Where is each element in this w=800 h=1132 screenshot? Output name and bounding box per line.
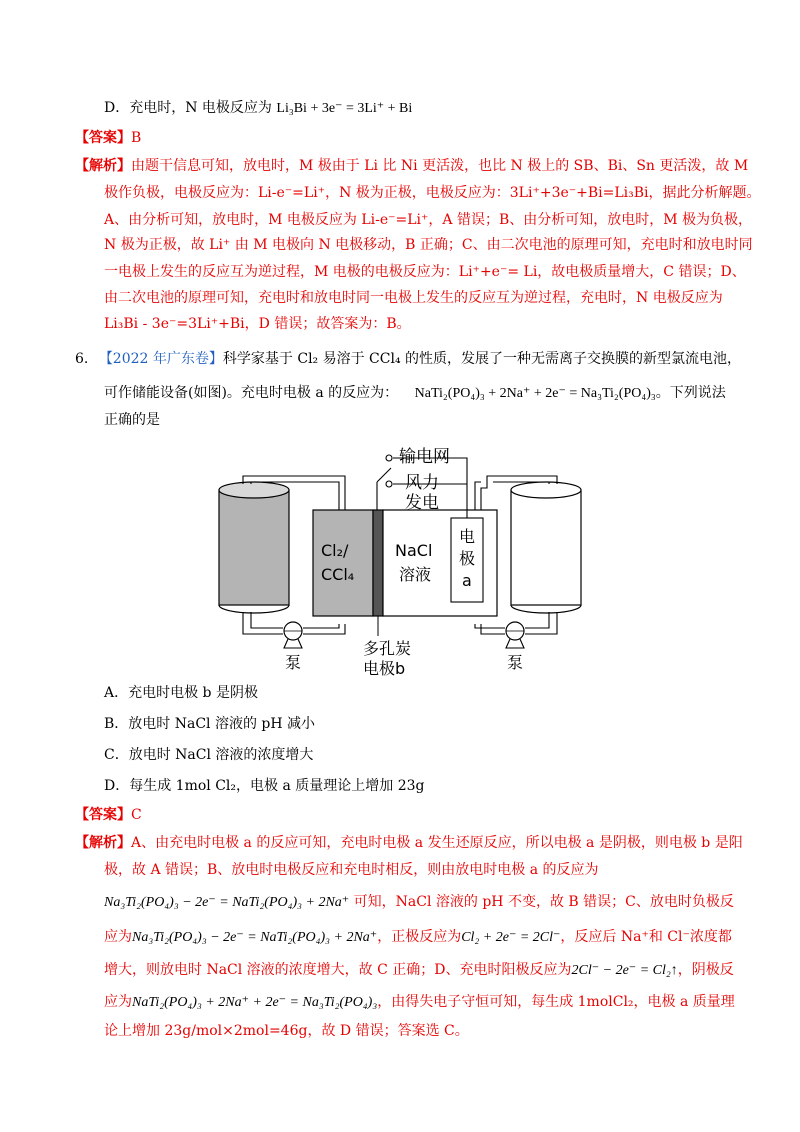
analysis-text: ，阴极反 bbox=[677, 962, 734, 978]
q6-analysis-line-4 bbox=[104, 960, 734, 981]
prev-analysis-line-1: 极作负极，电极反应为：Li-e⁻=Li⁺，N 极为正极，电极反应为：3Li⁺+3e⁻+Bi=Li₃Bi，据此分析解题。 bbox=[104, 185, 761, 201]
q6-answer bbox=[75, 805, 142, 825]
electrode-b-label-2: 电极b bbox=[363, 659, 406, 676]
switch-terminals bbox=[386, 455, 392, 487]
prev-analysis-line-3: N 极为正极，故 Li⁺ 由 M 电极向 N 电极移动，B 正确；C、由二次电池的原理可知，充电时和放电时同 bbox=[104, 237, 753, 253]
analysis-text: 增大，则放电时 NaCl 溶液的浓度增大，故 C 正确；D、充电时阳极反应为 bbox=[104, 962, 572, 978]
option-d: D．每生成 1mol Cl₂，电极 a 质量理论上增加 23g bbox=[104, 778, 425, 794]
question-number: 6. bbox=[75, 351, 89, 367]
grid-terminal-icon bbox=[386, 455, 392, 461]
analysis-text: ，正极反应为 bbox=[377, 929, 462, 945]
pump-right-label: 泵 bbox=[507, 653, 524, 672]
prev-analysis-line-6: Li₃Bi - 3e⁻=3Li⁺+Bi，D 错误；故答案为：B。 bbox=[104, 316, 411, 332]
wind-terminal-icon bbox=[386, 481, 392, 487]
wind-label-2: 发电 bbox=[405, 493, 439, 513]
stem-text: 科学家基于 Cl₂ 易溶于 CCl₄ 的性质，发展了一种无需离子交换膜的新型氯流电池， bbox=[222, 351, 742, 367]
right-tank bbox=[511, 482, 581, 613]
q6-analysis-line-1: 极，故 A 错误；B、放电时电极反应和充电时相反，则由放电时电极 a 的反应为 bbox=[104, 862, 599, 878]
left-chamber-label-2: CCl₄ bbox=[321, 565, 355, 584]
q6-analysis-line-6: 论上增加 23g/mol×2mol=46g，故 D 错误；答案选 C。 bbox=[104, 1023, 469, 1039]
question-6-stem-line-1 bbox=[104, 383, 726, 404]
grid-label: 输电网 bbox=[399, 447, 450, 467]
electrode-a-label-1: 电 bbox=[459, 527, 476, 546]
q6-analysis-line-5 bbox=[104, 992, 735, 1013]
analysis-text: 应为 bbox=[104, 994, 132, 1010]
electrode-b-label-1: 多孔炭 bbox=[363, 639, 412, 658]
analysis-text: ，反应后 Na⁺和 Cl⁻浓度都 bbox=[560, 929, 732, 945]
chlorine-flow-battery-diagram bbox=[205, 438, 595, 676]
analysis-text: 应为 bbox=[104, 929, 132, 945]
answer-value: B bbox=[131, 130, 142, 146]
question-source: 【2022 年广东卷】 bbox=[98, 351, 223, 367]
analysis-text: ，由得失电子守恒可知，每生成 1molCl₂，电极 a 质量理 bbox=[377, 994, 735, 1010]
left-tank bbox=[219, 482, 289, 613]
q6-analysis-line-0 bbox=[75, 833, 743, 853]
solution-label-1: NaCl bbox=[395, 541, 433, 560]
option-b: B．放电时 NaCl 溶液的 pH 减小 bbox=[104, 716, 316, 732]
left-chamber-label-1: Cl₂/ bbox=[321, 541, 349, 560]
pump-right-icon bbox=[506, 622, 524, 648]
analysis-equation: NaTi₂(PO₄)₃ + 2Na⁺ + 2e⁻ = Na₃Ti₂(PO₄)₃ bbox=[132, 995, 378, 1010]
electrode-a-label-3: a bbox=[462, 571, 472, 590]
analysis-equation: Cl₂ + 2e⁻ = 2Cl⁻ bbox=[461, 930, 561, 945]
analysis-text: A、由充电时电极 a 的反应可知，充电时电极 a 发生还原反应，所以电极 a 是阴极，则电极 b 是阳 bbox=[131, 835, 743, 851]
stem-text: 。下列说法 bbox=[655, 385, 726, 401]
prev-analysis-line-4: 一电极上发生的反应互为逆过程，M 电极的电极反应为：Li⁺+e⁻= Li，故电极质量增大，C 错误；D、 bbox=[104, 264, 746, 280]
q6-analysis-line-3 bbox=[104, 927, 732, 948]
pump-left-label: 泵 bbox=[285, 653, 302, 672]
analysis-text: 由题干信息可知，放电时，M 极由于 Li 比 Ni 更活泼，也比 N 极上的 SB、Bi、Sn 更活泼，故 M bbox=[131, 158, 749, 174]
stem-text: 可作储能设备(如图)。充电时电极 a 的反应为： bbox=[104, 385, 399, 401]
analysis-text: 可知，NaCl 溶液的 pH 不变，故 B 错误；C、放电时负极反 bbox=[353, 894, 734, 910]
analysis-tag: 【解析】 bbox=[75, 835, 131, 851]
answer-tag: 【答案】 bbox=[75, 130, 131, 146]
question-6-stem-line-2: 正确的是 bbox=[104, 412, 160, 428]
option-d-equation: Li₃Bi + 3e⁻ = 3Li⁺ + Bi bbox=[276, 101, 413, 116]
solution-label-2: 溶液 bbox=[399, 565, 432, 584]
analysis-equation: 2Cl⁻ − 2e⁻ = Cl₂↑ bbox=[571, 963, 678, 978]
prev-answer bbox=[75, 128, 141, 148]
answer-value: C bbox=[131, 807, 142, 823]
stem-equation: NaTi₂(PO₄)₃ + 2Na⁺ + 2e⁻ = Na₃Ti₂(PO₄)₃ bbox=[414, 386, 656, 401]
prev-analysis-line-2: A、由分析可知，放电时，M 电极反应为 Li-e⁻=Li⁺，A 错误；B、由分析可知，放电时，M 极为负极， bbox=[104, 212, 753, 228]
analysis-equation: Na₃Ti₂(PO₄)₃ − 2e⁻ = NaTi₂(PO₄)₃ + 2Na⁺ bbox=[104, 895, 350, 910]
cl2-chamber bbox=[313, 510, 373, 616]
pump-left-icon bbox=[284, 622, 302, 648]
option-c: C．放电时 NaCl 溶液的浓度增大 bbox=[104, 747, 314, 763]
porous-carbon-electrode-b bbox=[373, 510, 383, 616]
electrode-a-label-2: 极 bbox=[459, 549, 476, 568]
prev-analysis-line-5: 由二次电池的原理可知，充电时和放电时同一电极上发生的反应互为逆过程，充电时，N 电极反应为 bbox=[104, 290, 723, 306]
analysis-equation: Na₃Ti₂(PO₄)₃ − 2e⁻ = NaTi₂(PO₄)₃ + 2Na⁺ bbox=[132, 930, 378, 945]
prev-option-d bbox=[104, 98, 412, 119]
wind-label-1: 风力 bbox=[405, 473, 439, 493]
option-d-label: D．充电时，N 电极反应为 bbox=[104, 100, 272, 116]
analysis-tag: 【解析】 bbox=[75, 158, 131, 174]
question-6-stem-line-0 bbox=[75, 349, 741, 369]
q6-analysis-line-2 bbox=[104, 892, 734, 913]
prev-analysis-line-0 bbox=[75, 156, 748, 176]
answer-tag: 【答案】 bbox=[75, 807, 131, 823]
option-a: A．充电时电极 b 是阴极 bbox=[104, 685, 258, 701]
